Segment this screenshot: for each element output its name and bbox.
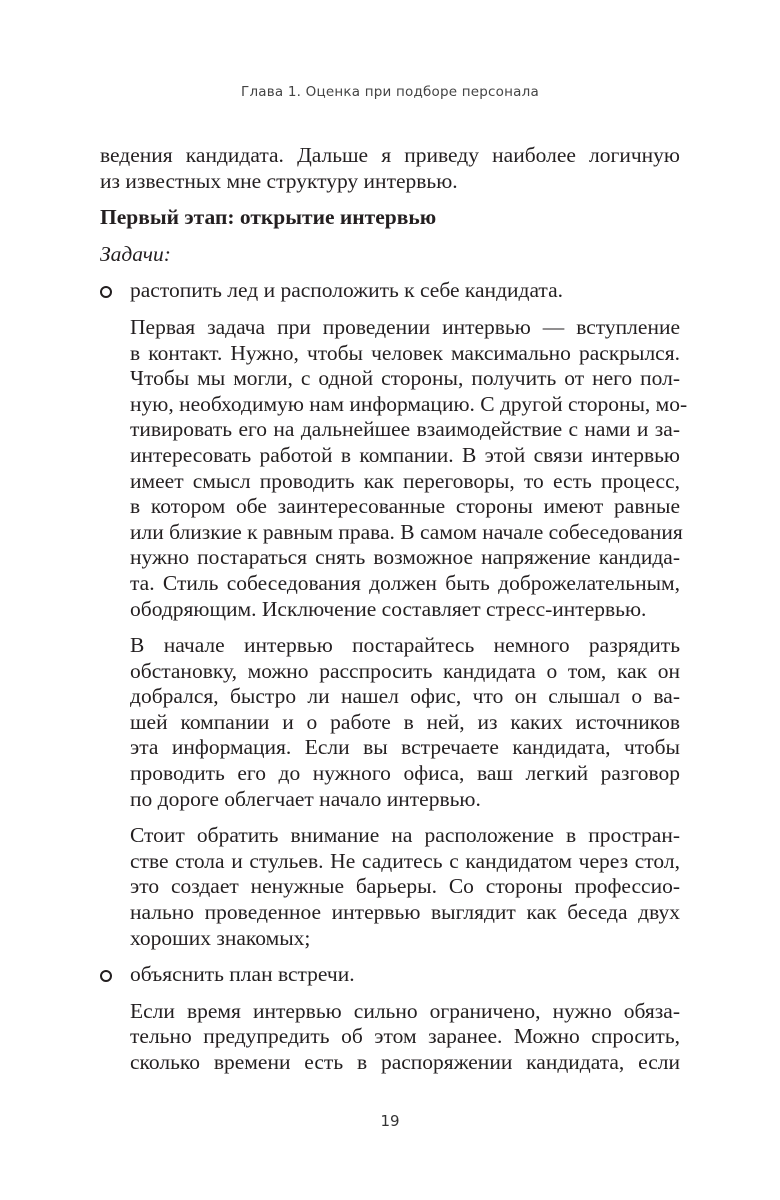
task-item xyxy=(130,962,680,988)
text-line: обстановку, можно расспросить кандидата о том, как он xyxy=(130,658,680,683)
text-line: нужно постараться снять возможное напряжение кандида- xyxy=(130,545,680,570)
text-line: проводить его до нужного офиса, ваш легкий разговор xyxy=(130,761,680,786)
paragraph xyxy=(130,823,680,951)
text-line: Стоит обратить внимание на расположение в простран- xyxy=(130,823,680,848)
running-header: Глава 1. Оценка при подборе персонала xyxy=(241,84,539,100)
text-line: сколько времени есть в распоряжении кандидата, если xyxy=(130,1050,680,1074)
text-line: Чтобы мы могли, с одной стороны, получить от него пол- xyxy=(130,366,680,391)
text-line: эта информация. Если вы встречаете кандидата, чтобы xyxy=(130,735,680,760)
text-line: ободряющим. Исключение составляет стресс-интервью. xyxy=(130,596,647,621)
text-line: имеет смысл проводить как переговоры, то есть процесс, xyxy=(130,468,680,493)
page-body xyxy=(100,143,688,1087)
text-line: тельно предупредить об этом заранее. Можно спросить, xyxy=(130,1024,680,1049)
text-line: добрался, быстро ли нашел офис, что он слышал о ва- xyxy=(130,684,680,709)
text-line: В начале интервью постарайтесь немного разрядить xyxy=(130,633,680,658)
text-line: ную, необходимую нам информацию. С другой стороны, мо- xyxy=(130,391,688,416)
text-line: Первая задача при проведении интервью — вступление xyxy=(130,314,680,339)
text-line: тивировать его на дальнейшее взаимодействие с нами и за- xyxy=(130,417,680,442)
paragraph xyxy=(130,314,688,622)
text-line: это создает ненужные барьеры. Со стороны профессио- xyxy=(130,874,680,899)
text-line: нально проведенное интервью выглядит как беседа двух xyxy=(130,900,680,925)
bullet-icon xyxy=(100,286,112,298)
task-item xyxy=(130,278,680,304)
text-line: растопить лед и расположить к себе кандидата. xyxy=(130,278,564,303)
text-line: хороших знакомых; xyxy=(130,925,311,950)
text-line: или близкие к равным права. В самом начале собеседования xyxy=(130,519,683,544)
text-line: в контакт. Нужно, чтобы человек максимально раскрылся. xyxy=(130,340,680,365)
paragraph-continuation xyxy=(100,143,680,194)
text-line: ведения кандидата. Дальше я приведу наиболее логичную xyxy=(100,143,680,167)
paragraph xyxy=(130,633,680,812)
text-line: Первый этап: открытие интервью xyxy=(100,205,437,230)
text-line: шей компании и о работе в ней, из каких источников xyxy=(130,709,680,734)
text-line: из известных мне структуру интервью. xyxy=(100,168,458,193)
text-line: Если время интервью сильно ограничено, нужно обяза- xyxy=(130,998,680,1023)
section-heading xyxy=(100,205,680,231)
tasks-label xyxy=(100,242,680,268)
bullet-icon xyxy=(100,970,112,982)
text-line: та. Стиль собеседования должен быть доброжелательным, xyxy=(130,570,680,595)
paragraph xyxy=(130,999,680,1076)
page-number: 19 xyxy=(380,1112,400,1130)
text-line: в котором обе заинтересованные стороны имеют равные xyxy=(130,494,680,519)
text-line: стве стола и стульев. Не садитесь с кандидатом через стол, xyxy=(130,848,680,873)
text-line: по дороге облегчает начало интервью. xyxy=(130,786,481,811)
text-line: объяснить план встречи. xyxy=(130,962,355,987)
text-line: Задачи: xyxy=(100,241,171,266)
text-line: интересовать работой в компании. В этой связи интервью xyxy=(130,442,680,467)
